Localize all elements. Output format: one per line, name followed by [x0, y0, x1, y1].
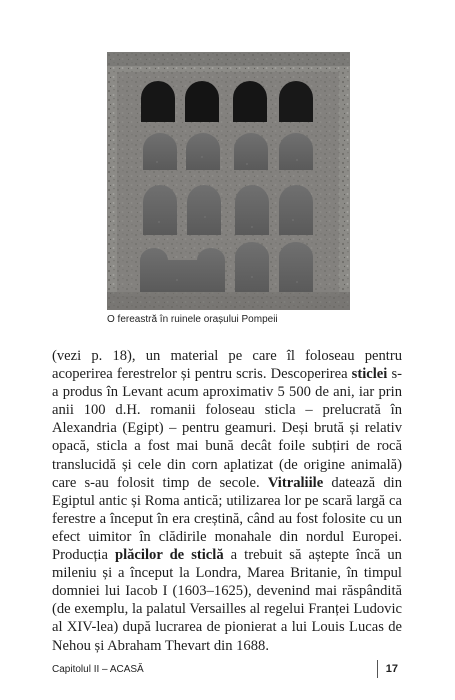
window-illustration	[107, 52, 350, 310]
page-number: 17	[385, 663, 398, 675]
term-placi-de-sticla: plăcilor de sticlă	[114, 547, 224, 564]
body-paragraph	[52, 347, 402, 655]
body-text-1: (vezi p. 18), un material pe care îl foloseau pentru acoperirea ferestrelor și pentru scris. Descoperirea	[52, 348, 402, 383]
page-footer	[52, 663, 404, 677]
footer-separator	[377, 660, 378, 678]
pompeii-window-photo	[107, 52, 350, 310]
term-vitraliile: Vitraliile	[267, 474, 324, 491]
body-text-4: a trebuit să aștepte încă un mileniu și a început la Londra, Marea Britanie, în timpul domniei lui Iacob I (1603–1625), devenind mai răspândită (de exemplu, la palatul Versailles al regelui Franței Ludovic al XIV-lea) după lucrarea de pionierat a lui Louis Lucas de Nehou și Abraham Thevart din 1688.	[52, 547, 402, 654]
body-text-3: datează din Egiptul antic și Roma antică; utilizarea lor pe scară largă ca ferestre a început în era creștină, când au fost folosite cu un efect uimitor în clădirile monahale din nordul Europei. Producția	[52, 474, 403, 564]
body-text-2: s-a produs în Levant acum aproximativ 5 500 de ani, iar prin anii 100 d.H. romanii foloseau sticla – prelucrată în Alexandria (Egipt) – pentru geamuri. Deși brută și relativ opacă, sticla a fost mai bună decât foile subțiri de rocă translucidă și cele din corn aplatizat (de origine animală) care s-au folosit timp de secole.	[52, 366, 402, 491]
chapter-label: Capitolul II – ACASĂ	[52, 664, 144, 675]
figure-caption: O fereastră în ruinele orașului Pompeii	[107, 314, 278, 325]
term-sticla: sticlei	[351, 366, 388, 383]
